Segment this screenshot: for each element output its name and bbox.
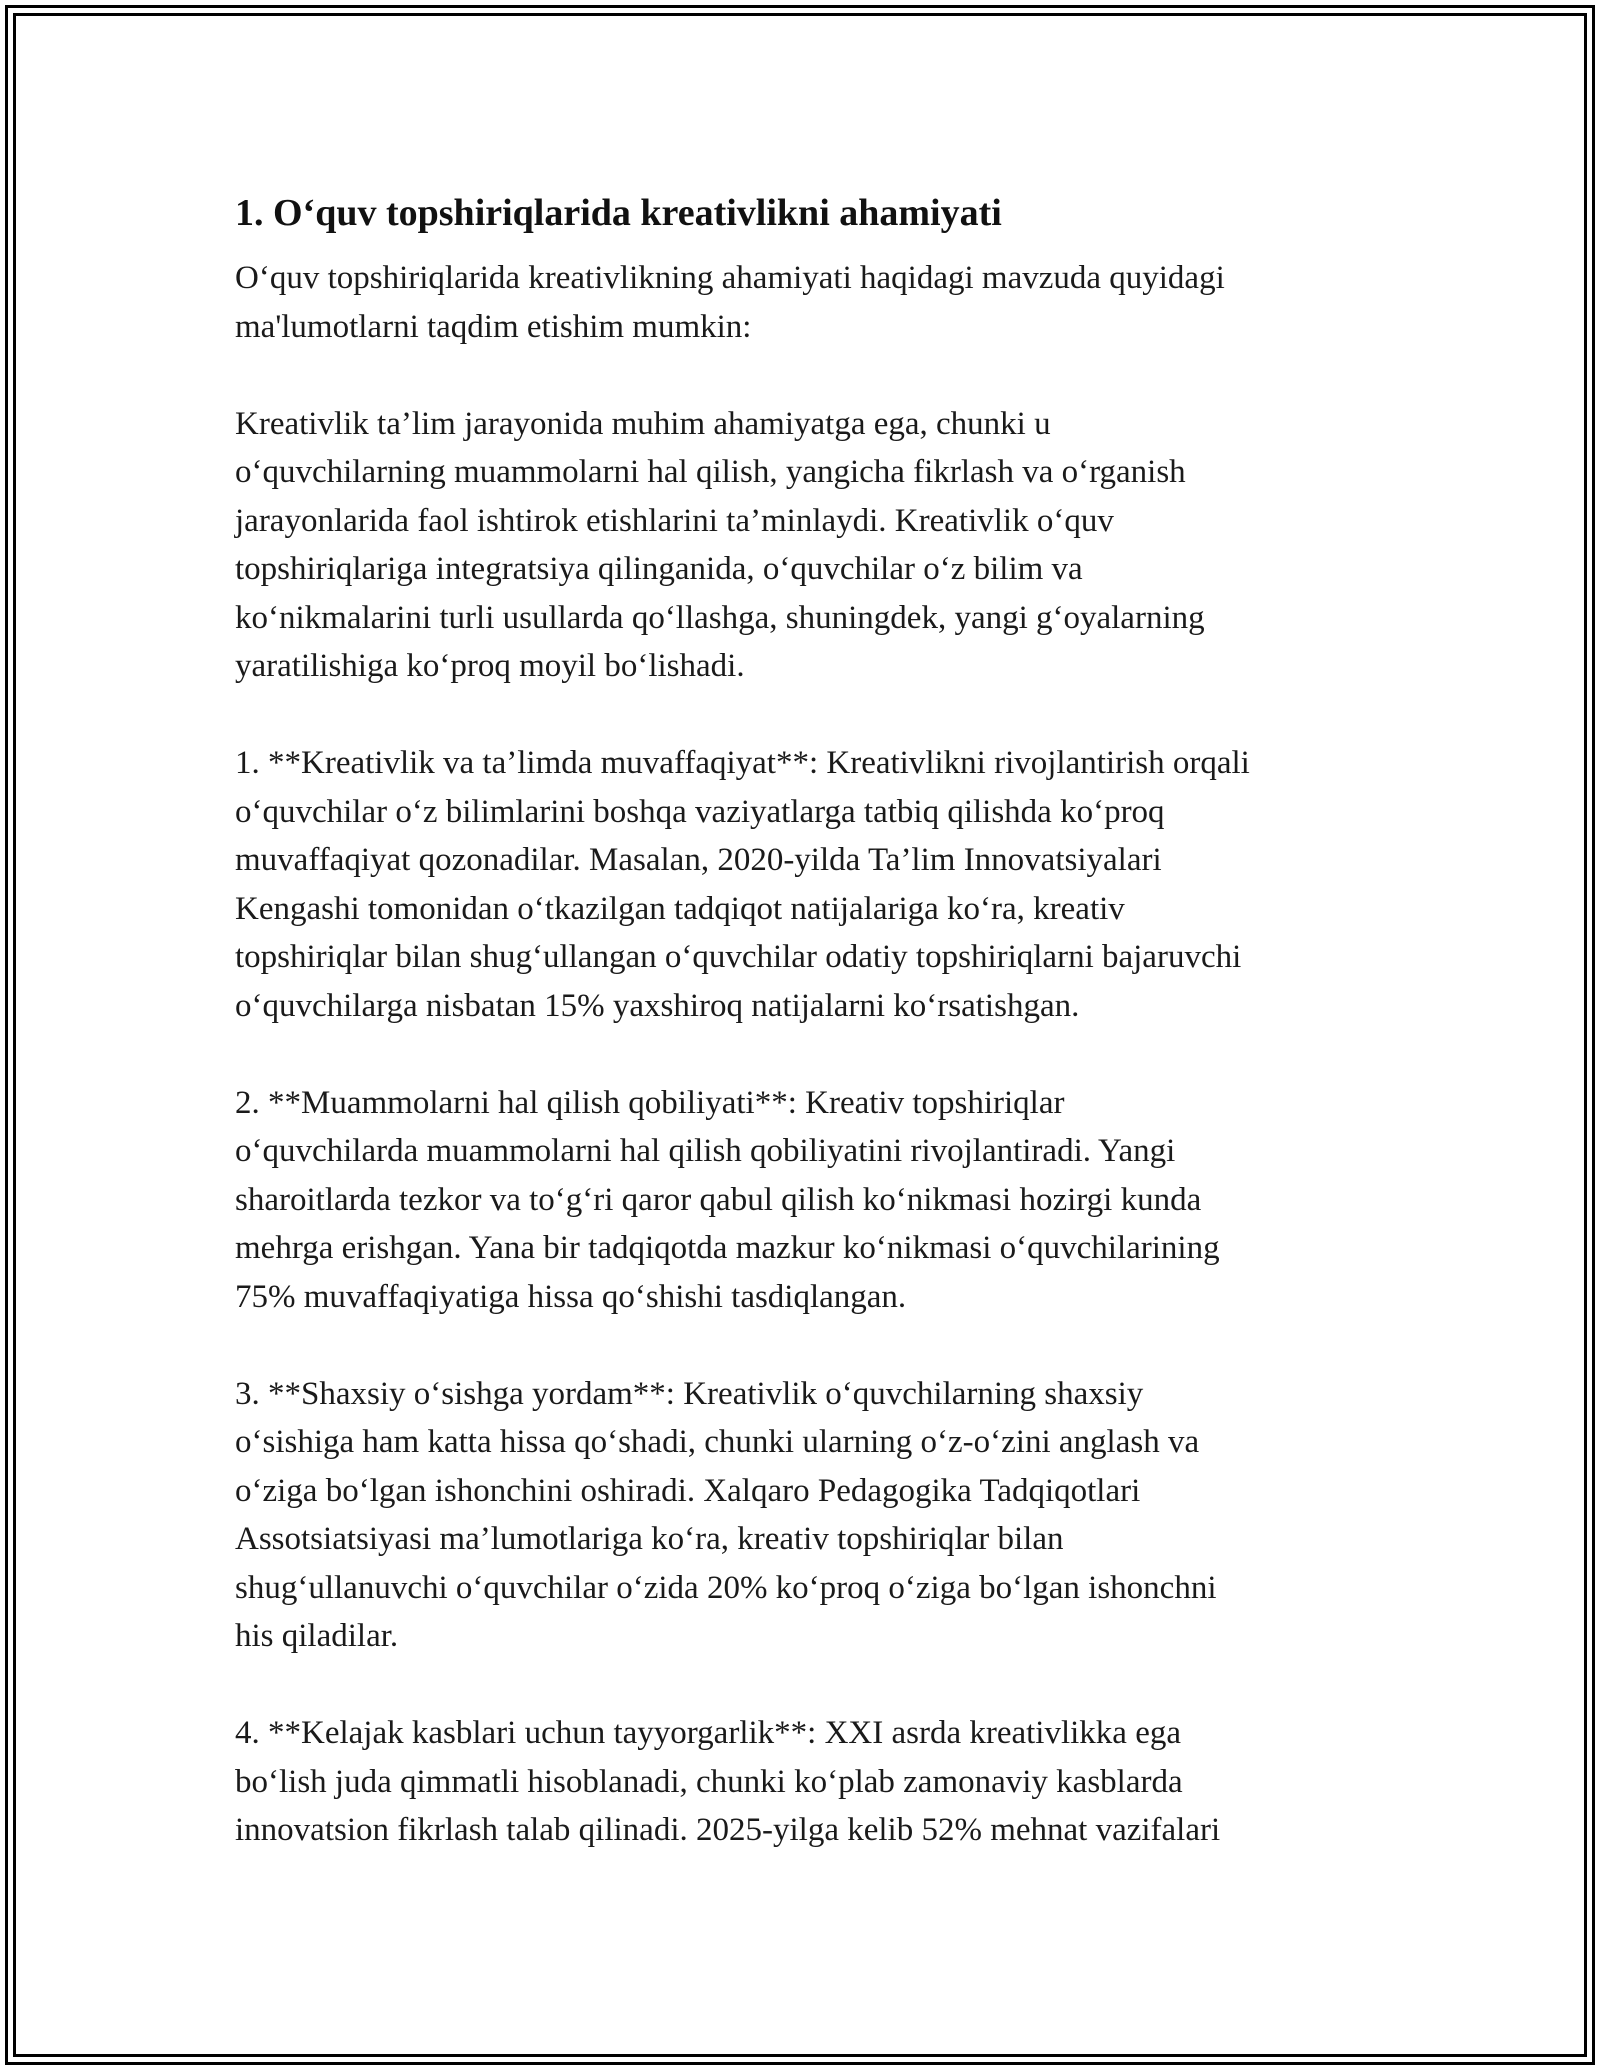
section-heading: 1. O‘quv topshiriqlarida kreativlikni ahamiyati [235, 192, 1002, 234]
text-line: O‘quv topshiriqlarida kreativlikning ahamiyati haqidagi mavzuda quyidagi [235, 260, 1225, 296]
text-line: 75% muvaffaqiyatiga hissa qo‘shishi tasdiqlangan. [235, 1278, 907, 1315]
text-line: Kengashi tomonidan o‘tkazilgan tadqiqot natijalariga ko‘ra, kreativ [235, 890, 1125, 927]
text-line: 1. **Kreativlik va ta’limda muvaffaqiyat**: Kreativlikni rivojlantirish orqali [235, 745, 1250, 781]
text-line: o‘quvchilarga nisbatan 15% yaxshiroq natijalarni ko‘rsatishgan. [235, 987, 1080, 1024]
text-line: yaratilishiga ko‘proq moyil bo‘lishadi. [235, 648, 745, 684]
text-line: innovatsion fikrlash talab qilinadi. 2025-yilga kelib 52% mehnat vazifalari [235, 1812, 1221, 1848]
text-line: topshiriqlar bilan shug‘ullangan o‘quvchilar odatiy topshiriqlarni bajaruvchi [235, 939, 1242, 975]
text-line: o‘ziga bo‘lgan ishonchini oshiradi. Xalqaro Pedagogika Tadqiqotlari [235, 1472, 1141, 1509]
text-line: Kreativlik ta’lim jarayonida muhim ahamiyatga ega, chunki u [235, 405, 1051, 442]
paragraph-gap [235, 1661, 1375, 1710]
list-item-4-paragraph [235, 1709, 1375, 1855]
text-line: o‘quvchilarda muammolarni hal qilish qobiliyatini rivojlantiradi. Yangi [235, 1133, 1176, 1169]
paragraph-gap [235, 1030, 1375, 1079]
list-item-3-paragraph [235, 1370, 1375, 1661]
list-item-1-paragraph [235, 739, 1375, 1030]
text-line: ko‘nikmalarini turli usullarda qo‘llashga, shuningdek, yangi g‘oyalarning [235, 599, 1205, 636]
text-line: shug‘ullanuvchi o‘quvchilar o‘zida 20% ko‘proq o‘ziga bo‘lgan ishonchni [235, 1569, 1217, 1606]
text-line: o‘quvchilarning muammolarni hal qilish, yangicha fikrlash va o‘rganish [235, 454, 1186, 490]
paragraph-gap [235, 691, 1375, 740]
text-line: o‘quvchilar o‘z bilimlarini boshqa vaziyatlarga tatbiq qilishda ko‘proq [235, 793, 1165, 830]
text-line: Assotsiatsiyasi ma’lumotlariga ko‘ra, kreativ topshiriqlar bilan [235, 1521, 1064, 1557]
text-line: bo‘lish juda qimmatli hisoblanadi, chunki ko‘plab zamonaviy kasblarda [235, 1763, 1183, 1800]
intro-paragraph [235, 254, 1375, 351]
document-body [235, 186, 1375, 1855]
text-line: 2. **Muammolarni hal qilish qobiliyati**: Kreativ topshiriqlar [235, 1084, 1065, 1121]
text-line: jarayonlarida faol ishtirok etishlarini ta’minlaydi. Kreativlik o‘quv [235, 502, 1114, 539]
overview-paragraph [235, 400, 1375, 691]
text-line: 3. **Shaxsiy o‘sishga yordam**: Kreativlik o‘quvchilarning shaxsiy [235, 1375, 1144, 1412]
text-line: 4. **Kelajak kasblari uchun tayyorgarlik**: XXI asrda kreativlikka ega [235, 1715, 1181, 1751]
text-line: his qiladilar. [235, 1618, 399, 1654]
list-item-2-paragraph [235, 1079, 1375, 1322]
paragraph-gap [235, 1321, 1375, 1370]
text-line: topshiriqlariga integratsiya qilinganida, o‘quvchilar o‘z bilim va [235, 551, 1083, 587]
paragraph-gap [235, 351, 1375, 400]
text-line: o‘sishiga ham katta hissa qo‘shadi, chunki ularning o‘z-o‘zini anglash va [235, 1424, 1200, 1460]
text-line: muvaffaqiyat qozonadilar. Masalan, 2020-yilda Ta’lim Innovatsiyalari [235, 842, 1162, 878]
text-line: ma'lumotlarni taqdim etishim mumkin: [235, 308, 752, 345]
text-line: sharoitlarda tezkor va to‘g‘ri qaror qabul qilish ko‘nikmasi hozirgi kunda [235, 1181, 1202, 1218]
text-line: mehrga erishgan. Yana bir tadqiqotda mazkur ko‘nikmasi o‘quvchilarining [235, 1230, 1220, 1266]
